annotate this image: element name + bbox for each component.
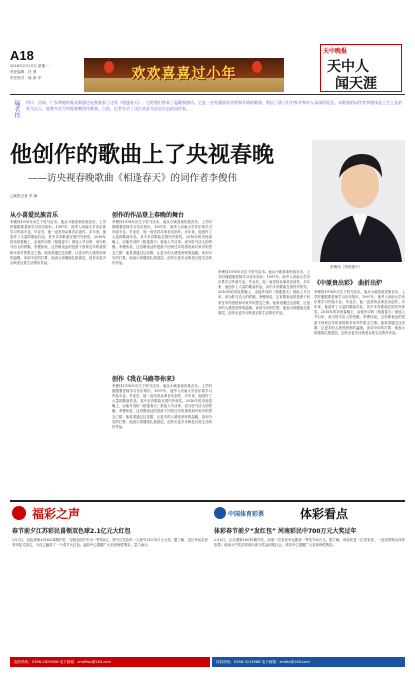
center-logo: 中国体育彩票 [228,511,265,518]
article-subtitle: ——访央视春晚歌曲《相逢春天》的词作者李俊伟 [28,173,238,184]
ticai-logo-icon [214,507,226,519]
ad-divider [10,500,405,502]
article-title: 他创作的歌曲上了央视春晚 [10,143,275,168]
right-ad-headline: 体彩春节前夕“发红包” 河南彩民中700万元大奖过年 [214,528,357,535]
left-ad-text: 2月2日，双色球第2016014期开奖，当期全国共中出一等奖6注，其中江苏彩民一人独中21076万元大奖。据了解，这位幸运彩民采用复式投注，为自己赢得了一个春节大红包。福彩中心提醒广大彩民理性购彩，量力而行。 [12,538,208,548]
review-line: 责任校对：姚 黄 华 [10,76,42,80]
logo-main-1: 天中人 [327,59,369,75]
section-heading: 创作《我在马路等你来》 [112,376,179,383]
column-text: 李俊伟1976年出生于驻马店市。他从小就喜欢民族音乐，上学时便跟着老师学习音乐知识。1997年，他考入河南大学音乐系学习作曲专业。毕业后，他一直坚持从事音乐创作。多年来，他创作了大量的歌曲作品，其中多首歌曲在国内外获奖。2016年的央视春晚上，由他作词的《相逢春天》被选入节目单，成为驻马店人的骄傲。李俊伟说，这首歌表达的是游子回家过年的喜悦和对家乡的思念之情。他希望通过这首歌，让更多的人感受到家的温暖。谈到今后的打算，他表示将继续扎根基层，创作出更多反映老百姓生活的好作品。 [10,220,106,265]
left-ad-headline: 春节前夕江苏彩民喜领双色球2.1亿元大红包 [12,528,131,535]
date-line: 2016年2月15日 星期一 [10,64,49,68]
photo-caption: 李俊伟（资料图片） [330,265,363,269]
intro-side-label: 编者按 [13,100,20,118]
left-ad-title: 福彩之声 [32,507,81,521]
column-text: 李俊伟1976年出生于驻马店市。他从小就喜欢民族音乐，上学时便跟着老师学习音乐知识。1997年，他考入河南大学音乐系学习作曲专业。毕业后，他一直坚持从事音乐创作。多年来，他创作了大量的歌曲作品，其中多首歌曲在国内外获奖。2016年的央视春晚上，由他作词的《相逢春天》被选入节目单，成为驻马店人的骄傲。李俊伟说，这首歌表达的是游子回家过年的喜悦和对家乡的思念之情。他希望通过这首歌，让更多的人感受到家的温暖。谈到今后的打算，他表示将继续扎根基层，创作出更多反映老百姓生活的好作品。 [112,384,212,429]
left-ad-footer: 福彩热线：0396-2823908 电子邮箱：zmdflcp@163.com [10,657,210,667]
editor-line: 责任编辑：任 勇 [10,70,37,74]
right-column-title: 《中原贵出彩》 曲折出炉 [314,280,383,287]
right-ad-title: 体彩看点 [300,507,349,521]
section-heading: 创作的作品登上春晚的舞台 [112,212,185,219]
column-text: 李俊伟1976年出生于驻马店市。他从小就喜欢民族音乐，上学时便跟着老师学习音乐知识。1997年，他考入河南大学音乐系学习作曲专业。毕业后，他一直坚持从事音乐创作。多年来，他创作了大量的歌曲作品，其中多首歌曲在国内外获奖。2016年的央视春晚上，由他作词的《相逢春天》被选入节目单，成为驻马店人的骄傲。李俊伟说，这首歌表达的是游子回家过年的喜悦和对家乡的思念之情。他希望通过这首歌，让更多的人感受到家的温暖。谈到今后的打算，他表示将继续扎根基层，创作出更多反映老百姓生活的好作品。 [112,220,212,265]
column-text: 李俊伟1976年出生于驻马店市。他从小就喜欢民族音乐，上学时便跟着老师学习音乐知识。1997年，他考入河南大学音乐系学习作曲专业。毕业后，他一直坚持从事音乐创作。多年来，他创作了大量的歌曲作品，其中多首歌曲在国内外获奖。2016年的央视春晚上，由他作词的《相逢春天》被选入节目单，成为驻马店人的骄傲。李俊伟说，这首歌表达的是游子回家过年的喜悦和对家乡的思念之情。他希望通过这首歌，让更多的人感受到家的温暖。谈到今后的打算，他表示将继续扎根基层，创作出更多反映老百姓生活的好作品。 [218,270,310,315]
logo-main-2: 闻天涯 [335,76,377,92]
header-rule [10,94,405,95]
byline: □晚报记者 李 楠 [10,194,38,198]
column-text: 李俊伟1976年出生于驻马店市。他从小就喜欢民族音乐，上学时便跟着老师学习音乐知识。1997年，他考入河南大学音乐系学习作曲专业。毕业后，他一直坚持从事音乐创作。多年来，他创作了大量的歌曲作品，其中多首歌曲在国内外获奖。2016年的央视春晚上，由他作词的《相逢春天》被选入节目单，成为驻马店人的骄傲。李俊伟说，这首歌表达的是游子回家过年的喜悦和对家乡的思念之情。他希望通过这首歌，让更多的人感受到家的温暖。谈到今后的打算，他表示将继续扎根基层，创作出更多反映老百姓生活的好作品。 [314,290,405,335]
masthead-logo [320,44,402,92]
banner-title: 欢欢喜喜过小年 [131,66,237,82]
page-number: A18 [10,48,34,63]
festive-banner [84,58,284,92]
intro-text: 四川、河南、广东等地的观众都通过电视观看了这首《相逢春天》，它给我们带来了温暖和感动。它是一首充满浓浓亲情和乡情的歌曲，唱出了游子们对家乡和亲人深深的思念。该歌曲的词作者李俊伟是土生土长的驻马店人，他曾多次为央视春晚创作歌曲。日前，记者专访了这位从驻马店走出去的词作家。 [26,100,402,111]
portrait-photo [312,140,405,262]
right-ad-text: 2月6日，大乐透第16015期开奖，河南一位彩民幸运揽获一等奖700万元。据了解，该彩民是一位老彩民，一直坚持购买体育彩票。他表示中奖后将拿出部分奖金回报社会。体彩中心提醒广大彩民理性购彩。 [214,538,405,548]
logo-top: 天中晚报 [323,48,348,55]
section-heading: 从小喜爱民族音乐 [10,212,59,219]
portrait-illustration [312,140,405,262]
right-ad-footer: 体彩热线：0396-3213988 电子邮箱：zmdtc@163.com [212,657,405,667]
fucai-logo-icon [12,506,26,520]
